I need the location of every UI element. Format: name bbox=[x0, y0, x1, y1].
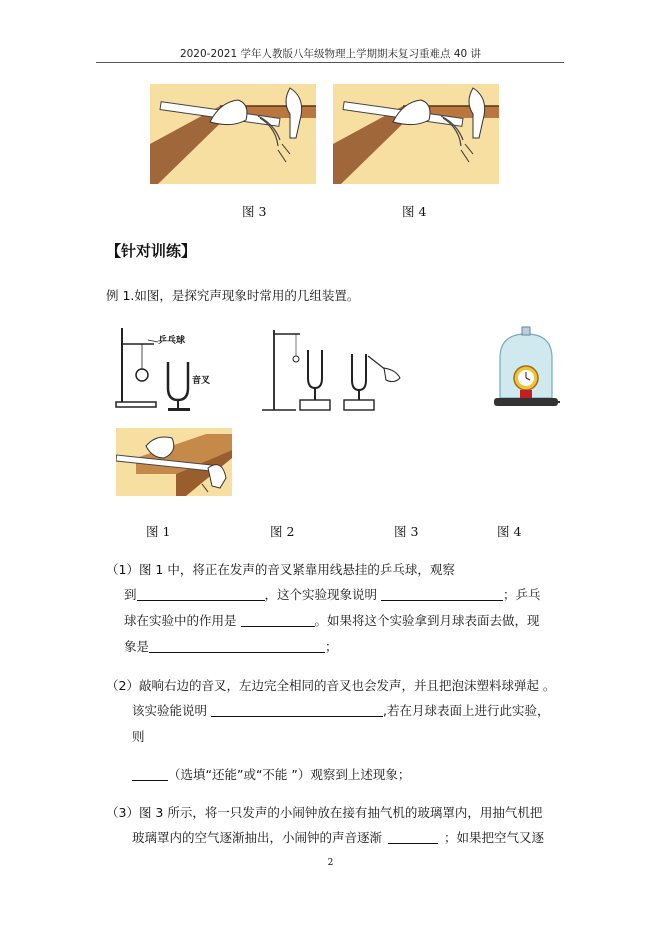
q2-line-1: （2）敲响右边的音叉，左边完全相同的音叉也会发声，并且把泡沫塑料球弹起 。 bbox=[106, 678, 556, 693]
answer-blank-6[interactable] bbox=[132, 768, 168, 781]
apparatus-figure-3 bbox=[490, 324, 562, 410]
caption-fig-2: 图 2 bbox=[270, 524, 295, 539]
q1-text: 象是 bbox=[124, 639, 150, 654]
caption-fig-4-top: 图 4 bbox=[402, 204, 427, 219]
apparatus-figure-4 bbox=[116, 428, 232, 496]
answer-blank-3[interactable] bbox=[241, 614, 315, 627]
page-number: 2 bbox=[327, 858, 334, 868]
q2-text: 该实验能说明 bbox=[132, 703, 208, 718]
q1-text: ；乒乓 bbox=[503, 587, 541, 602]
caption-fig-3: 图 3 bbox=[394, 524, 419, 539]
label-tuning-fork: 音叉 bbox=[192, 376, 211, 386]
apparatus-figure-2 bbox=[262, 326, 402, 412]
q1-line-4 bbox=[124, 637, 338, 655]
example-intro: 例 1.如图，是探究声现象时常用的几组装置。 bbox=[106, 288, 360, 303]
answer-blank-1[interactable] bbox=[137, 588, 265, 601]
ruler-figure-4 bbox=[333, 84, 499, 184]
answer-blank-4[interactable] bbox=[149, 640, 325, 653]
page-header: 2020-2021 学年人教版八年级物理上学期期末复习重难点 40 讲 bbox=[179, 48, 482, 60]
q1-line-3 bbox=[124, 611, 540, 629]
q1-text: 。如果将这个实验拿到月球表面去做，现 bbox=[314, 613, 540, 628]
q2-line-3: 则 bbox=[132, 729, 145, 744]
q2-line-4 bbox=[132, 765, 410, 783]
q1-text: ，这个实验现象说明 bbox=[264, 587, 378, 602]
label-ping-pong: 乒乓球 bbox=[158, 336, 186, 346]
q3-text: 玻璃罩内的空气逐渐抽出，小闹钟的声音逐渐 bbox=[132, 830, 383, 845]
answer-blank-2[interactable] bbox=[381, 588, 503, 601]
q1-text: 球在实验中的作用是 bbox=[124, 613, 237, 628]
q2-line-2 bbox=[132, 701, 550, 719]
q1-line-2 bbox=[124, 585, 541, 603]
caption-fig-3-top: 图 3 bbox=[242, 204, 267, 219]
q3-line-1: （3）图 3 所示，将一只发声的小闹钟放在接有抽气机的玻璃罩内，用抽气机把 bbox=[106, 805, 543, 820]
answer-blank-5[interactable] bbox=[211, 704, 383, 717]
caption-fig-4: 图 4 bbox=[497, 524, 522, 539]
q3-text: ；如果把空气又逐 bbox=[444, 830, 545, 845]
q2-text: ,若在月球表面上进行此实验， bbox=[383, 703, 550, 718]
caption-fig-1: 图 1 bbox=[146, 524, 171, 539]
ruler-figure-3 bbox=[150, 84, 316, 184]
q3-line-2 bbox=[132, 828, 544, 846]
answer-blank-7[interactable] bbox=[388, 831, 438, 844]
q1-line-1: （1）图 1 中，将正在发声的音叉紧靠用线悬挂的乒乓球，观察 bbox=[106, 562, 455, 577]
q1-text: 到 bbox=[124, 587, 137, 602]
section-title: 【针对训练】 bbox=[106, 242, 197, 260]
header-rule bbox=[96, 62, 564, 63]
q1-text: ； bbox=[325, 639, 338, 654]
q2-text: （选填“还能”或“不能 ”）观察到上述现象； bbox=[168, 767, 411, 782]
